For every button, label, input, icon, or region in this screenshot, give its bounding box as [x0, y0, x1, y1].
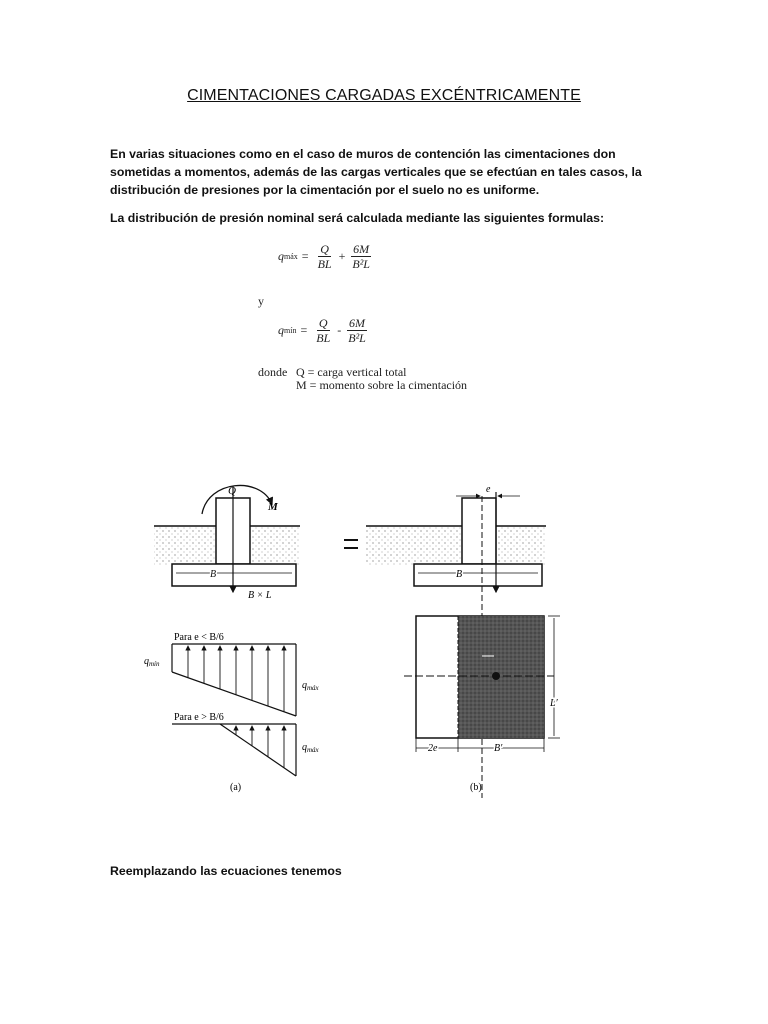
conjunction-y: y: [258, 294, 264, 308]
denominator-bl: BL: [316, 331, 331, 345]
bprime-label: B′: [494, 743, 503, 754]
page-title: CIMENTACIONES CARGADAS EXCÉNTRICAMENTE: [187, 87, 581, 104]
dimension-bxl-label: B × L: [248, 590, 272, 601]
width-b-label: B: [210, 569, 217, 580]
numerator-q: Q: [320, 242, 329, 256]
eccentricity-e-label: e: [486, 484, 491, 495]
qmax-formula: [278, 242, 375, 271]
equals-sign: =: [301, 249, 309, 263]
numerator-6m: 6M: [349, 316, 366, 330]
plus-sign: +: [338, 249, 346, 263]
qmin-symbol: q: [278, 323, 284, 337]
denominator-b2l: B²L: [348, 331, 366, 345]
qmax-label-2: $q_{máx}$: [302, 742, 319, 754]
intro-paragraph: En varias situaciones como en el caso de muros de contención las cimentaciones don sometidas a momentos, además de las cargas verticales que se efectúan en tales casos, la distribución de presiones por la cimentación por el suelo no es uniforme.: [110, 147, 642, 197]
moment-m-label: M: [268, 501, 278, 513]
qmin-subscript: mín: [284, 326, 297, 335]
equals-sign: =: [300, 323, 308, 337]
two-e-label: 2e: [428, 743, 438, 754]
length-lprime-label: L′: [550, 698, 558, 709]
closing-paragraph: Reemplazando las ecuaciones tenemos: [110, 864, 342, 878]
minus-sign: -: [337, 323, 342, 337]
qmax-subscript: máx: [284, 252, 298, 261]
definition-m: M = momento sobre la cimentación: [296, 378, 468, 392]
caption-b: (b): [470, 782, 482, 793]
denominator-bl: BL: [317, 257, 332, 271]
case-2-label: Para e > B/6: [174, 712, 224, 723]
qmax-symbol: q: [278, 249, 284, 263]
case-1-label: Para e < B/6: [174, 632, 224, 643]
pressure-diagrams: [144, 632, 320, 793]
numerator-6m: 6M: [353, 242, 370, 256]
width-b-label-right: B: [456, 569, 463, 580]
denominator-b2l: B²L: [352, 257, 370, 271]
qmin-label: $q_{mín}$: [144, 656, 160, 668]
eccentric-footing-figure: [144, 476, 590, 796]
load-q-label: Q: [228, 485, 236, 497]
left-elevation: [154, 485, 300, 601]
definition-q: Q = carga vertical total: [296, 365, 407, 379]
variable-definitions: [258, 366, 467, 392]
caption-a: (a): [230, 782, 242, 793]
formula-intro-paragraph: La distribución de presión nominal será calculada mediante las siguientes formulas:: [110, 211, 605, 225]
qmax-label: $q_{máx}$: [302, 680, 319, 692]
numerator-q: Q: [318, 316, 328, 330]
where-label: donde: [258, 365, 288, 379]
qmin-formula: [278, 316, 371, 345]
